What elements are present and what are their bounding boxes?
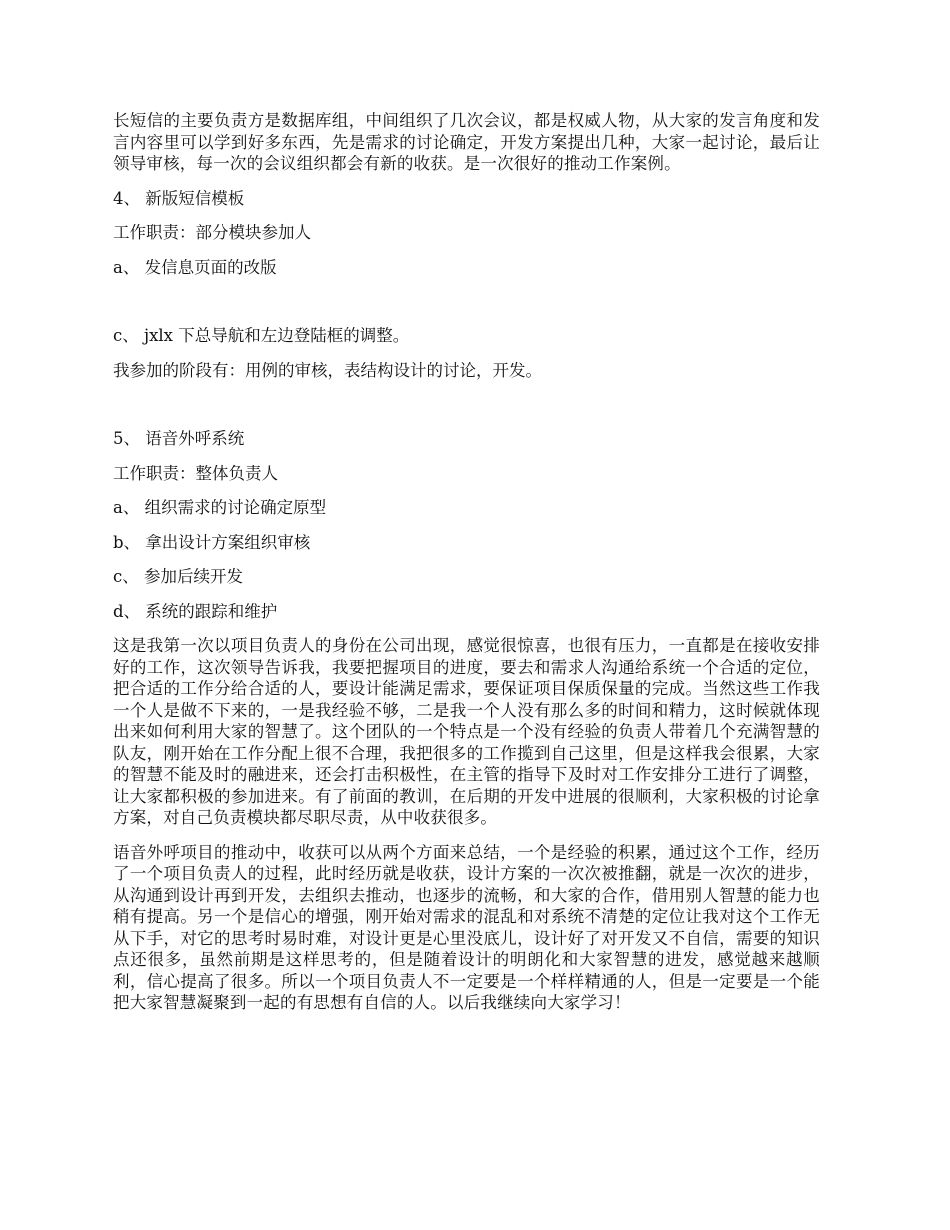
section5-heading: 5、 语音外呼系统 — [113, 429, 245, 448]
section4-role: 工作职责：部分模块参加人 — [113, 223, 311, 242]
section5-role: 工作职责：整体负责人 — [113, 463, 278, 483]
section4-stages: 我参加的阶段有：用例的审核，表结构设计的讨论，开发。 — [113, 360, 542, 380]
section5-item-b: b、 拿出设计方案组织审核 — [113, 532, 311, 552]
section5-paragraph-2: 语音外呼项目的推动中，收获可以从两个方面来总结，一个是经验的积累，通过这个工作，经历了一个项目负责人的过程，此时经历就是收获，设计方案的一次次被推翻，就是一次次的进步，从沟通到设计再到开发，去组织去推动，也逐步的流畅，和大家的合作，借用别人智慧的能力也稍有提高。另一个是信心的增强，刚开始对需求的混乱和对系统不清楚的定位让我对这个工作无从下手，对它的思考时易时难，对设计更是心里没底儿，设计好了对开发又不自信，需要的知识点还很多，虽然前期是这样思考的，但是随着设计的明朗化和大家智慧的进发，感觉越来越顺利，信心提高了很多。所以一个项目负责人不一定要是一个样样精通的人，但是一定要是一个能把大家智慧凝聚到一起的有思想有自信的人。以后我继续向大家学习！ — [113, 842, 820, 1012]
section4-item-a: a、 发信息页面的改版 — [113, 257, 277, 277]
section5-paragraph-1: 这是我第一次以项目负责人的身份在公司出现，感觉很惊喜，也很有压力，一直都是在接收安排好的工作，这次领导告诉我，我要把握项目的进度，要去和需求人沟通给系统一个合适的定位，把合适的工作分给合适的人，要设计能满足需求，要保证项目保质保量的完成。当然这些工作我一个人是做不下来的，一是我经验不够，二是我一个人没有那么多的时间和精力，这时候就体现出来如何利用大家的智慧了。这个团队的一个特点是一个没有经验的负责人带着几个充满智慧的队友，刚开始在工作分配上很不合理，我把很多的工作揽到自己这里，但是这样我会很累，大家的智慧不能及时的融进来，还会打击积极性，在主管的指导下及时对工作安排分工进行了调整，让大家都积极的参加进来。有了前面的教训，在后期的开发中进展的很顺利，大家积极的讨论拿方案，对自己负责模块都尽职尽责，从中收获很多。 — [113, 636, 820, 827]
section4-heading: 4、 新版短信模板 — [113, 188, 245, 208]
section5-item-a: a、 组织需求的讨论确定原型 — [113, 498, 327, 517]
section5-item-d: d、 系统的跟踪和维护 — [113, 601, 278, 621]
section5-item-c: c、 参加后续开发 — [113, 567, 243, 586]
intro-paragraph: 长短信的主要负责方是数据库组，中间组织了几次会议，都是权威人物，从大家的发言角度和发言内容里可以学到好多东西，先是需求的讨论确定，开发方案提出几种，大家一起讨论，最后让领导审核，每一次的会议组织都会有新的收获。是一次很好的推动工作案例。 — [113, 111, 820, 173]
section4-item-c: c、 jxlx 下总导航和左边登陆框的调整。 — [113, 326, 410, 345]
